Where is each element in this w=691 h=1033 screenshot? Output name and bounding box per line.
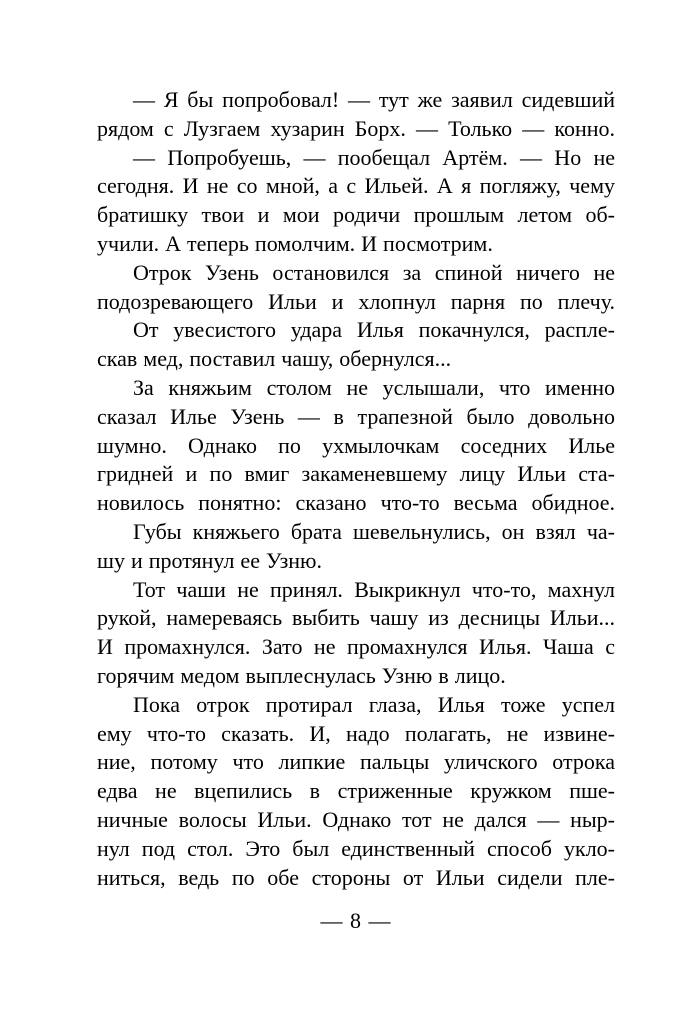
paragraph <box>97 576 615 691</box>
paragraph <box>97 691 615 893</box>
text-line: ние, потому что липкие пальцы уличского отрока <box>97 749 615 775</box>
text-line: ничные волосы Ильи. Однако тот не дался — ныр- <box>97 806 615 832</box>
page-text <box>97 86 615 892</box>
page-number: — 8 — <box>320 908 392 933</box>
text-line: — Я бы попробовал! — тут же заявил сидевший <box>133 87 615 112</box>
paragraph <box>97 518 615 576</box>
paragraph <box>97 144 615 259</box>
text-line: ниться, ведь по обе стороны от Ильи сидели пле- <box>97 864 615 890</box>
text-line: шу и протянул ее Узню. <box>97 547 322 573</box>
text-line: Пока отрок протирал глаза, Илья тоже успел <box>133 691 615 717</box>
paragraph <box>97 316 615 374</box>
text-line: От увесистого удара Илья покачнулся, распле- <box>133 317 615 343</box>
text-line: братишку твои и мои родичи прошлым летом об- <box>97 202 615 228</box>
text-line: подозревающего Ильи и хлопнул парня по плечу. <box>97 288 615 314</box>
text-line: ему что-то сказать. И, надо полагать, не извине- <box>97 720 615 746</box>
paragraph <box>97 259 615 317</box>
text-line: гридней и по вмиг закаменевшему лицу Ильи ста- <box>97 461 615 487</box>
text-line: шумно. Однако по ухмылочкам соседних Илье <box>97 432 615 458</box>
text-line: рукой, намереваясь выбить чашу из десницы Ильи... <box>97 605 615 631</box>
text-line: нул под стол. Это был единственный способ укло- <box>97 835 615 861</box>
text-line: сегодня. И не со мной, а с Ильей. А я погляжу, чему <box>97 173 615 199</box>
text-line: учили. А теперь помолчим. И посмотрим. <box>97 230 493 256</box>
text-line: горячим медом выплеснулась Узню в лицо. <box>97 662 506 688</box>
text-line: рядом с Лузгаем хузарин Борх. — Только — конно. <box>97 115 615 141</box>
text-line: сказал Илье Узень — в трапезной было довольно <box>97 403 615 429</box>
text-line: — Попробуешь, — пообещал Артём. — Но не <box>133 144 615 170</box>
text-line: новилось понятно: сказано что-то весьма обидное. <box>97 490 615 516</box>
text-line: Губы княжьего брата шевельнулись, он взял ча- <box>133 518 615 544</box>
text-line: И промахнулся. Зато не промахнулся Илья. Чаша с <box>97 634 615 660</box>
text-line: скав мед, поставил чашу, обернулся... <box>97 346 452 372</box>
paragraph <box>97 374 615 518</box>
text-line: Отрок Узень остановился за спиной ничего не <box>133 259 615 285</box>
text-line: За княжьим столом не услышали, что именно <box>133 374 615 400</box>
paragraph <box>97 86 615 144</box>
text-line: Тот чаши не принял. Выкрикнул что-то, махнул <box>133 576 615 602</box>
text-line: едва не вцепились в стриженные кружком пше- <box>97 778 615 804</box>
